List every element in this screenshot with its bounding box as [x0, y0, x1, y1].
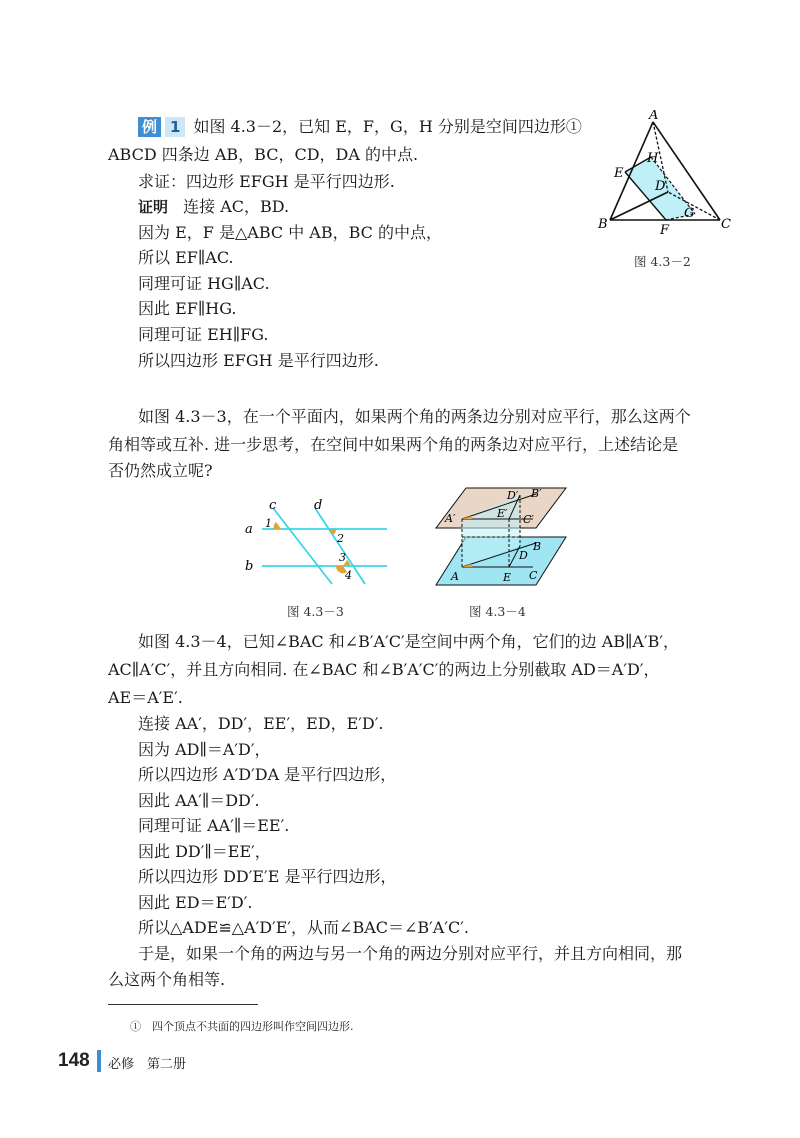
- label-b-prime: B′: [531, 487, 542, 500]
- step-line: 所以四边形 DD′E′E 是平行四边形，: [138, 867, 397, 886]
- step-line: 因此 ED＝E′D′.: [138, 893, 253, 912]
- angle-1-mark: [274, 522, 281, 529]
- conclusion-line: 于是，如果一个角的两边与另一个角的两边分别对应平行，并且方向相同，那: [138, 944, 683, 963]
- step-line: 所以四边形 A′D′DA 是平行四边形，: [138, 765, 397, 784]
- para2-line: AE＝A′E′.: [108, 688, 183, 707]
- label-g: G: [684, 206, 695, 221]
- step-line: 连接 AA′，DD′，EE′，ED，E′D′.: [138, 714, 384, 733]
- label-e-prime: E′: [497, 507, 508, 520]
- label-b: B: [533, 540, 542, 553]
- label-c: C: [529, 569, 538, 582]
- example-number: 1: [165, 117, 185, 137]
- caption-fig-4-3-4: 图 4.3－4: [469, 604, 526, 619]
- book-title: 必修 第二册: [108, 1057, 187, 1072]
- figure-4-3-4: [433, 484, 573, 592]
- label-h: H: [647, 151, 659, 166]
- proof-line: 所以四边形 EFGH 是平行四边形.: [138, 351, 379, 370]
- footnote-rule: [108, 1004, 258, 1005]
- step-line: 因此 DD′∥＝EE′，: [138, 842, 271, 861]
- para2-line: AC∥A′C′，并且方向相同. 在∠BAC 和∠B′A′C′的两边上分别截取 AD＝A′D′，: [108, 660, 660, 679]
- conclusion-line: 么这两个角相等.: [108, 970, 226, 989]
- label-d: D: [519, 549, 528, 562]
- proof-line: 因为 E，F 是△ABC 中 AB，BC 的中点，: [138, 223, 442, 242]
- label-f: F: [660, 223, 670, 238]
- label-d: d: [314, 498, 323, 513]
- label-e: E: [503, 571, 512, 584]
- proof-line: 同理可证 EH∥FG.: [138, 325, 269, 344]
- step-line: 所以△ADE≌△A′D′E′，从而∠BAC＝∠B′A′C′.: [138, 918, 469, 937]
- para1-line: 否仍然成立呢?: [108, 461, 213, 480]
- proof-first-line: [138, 196, 289, 218]
- figure-4-3-2: [595, 110, 735, 240]
- step-line: 因此 AA′∥＝DD′.: [138, 791, 260, 810]
- label-a: A: [649, 110, 659, 123]
- para1-line: 角相等或互补. 进一步思考，在空间中如果两个角的两条边对应平行，上述结论是: [108, 435, 679, 454]
- figure-4-3-3: [240, 498, 400, 590]
- example-1-line2: ABCD 四条边 AB，BC，CD，DA 的中点.: [108, 145, 419, 164]
- angle-label-2: 2: [337, 532, 344, 545]
- para1-line: 如图 4.3－3，在一个平面内，如果两个角的两条边分别对应平行，那么这两个: [138, 407, 691, 426]
- caption-fig-4-3-3: 图 4.3－3: [287, 604, 344, 619]
- label-e: E: [614, 166, 624, 181]
- label-c: C: [721, 217, 731, 232]
- proof-label: 证明: [138, 198, 169, 216]
- step-line: 同理可证 AA′∥＝EE′.: [138, 816, 290, 835]
- proof-line: 所以 EF∥AC.: [138, 248, 234, 267]
- page-accent-bar: [97, 1050, 101, 1072]
- label-d: D: [655, 179, 666, 194]
- example-badge: 例: [138, 117, 161, 137]
- proof-line: 因此 EF∥HG.: [138, 299, 237, 318]
- label-a-prime: A′: [445, 512, 456, 525]
- label-c: c: [269, 498, 277, 513]
- step-line: 因为 AD∥＝A′D′，: [138, 740, 271, 759]
- footnote: ① 四个顶点不共面的四边形叫作空间四边形.: [130, 1020, 354, 1033]
- page-number: 148: [58, 1050, 90, 1071]
- para2-line: 如图 4.3－4，已知∠BAC 和∠B′A′C′是空间中两个角，它们的边 AB∥A′B′，: [138, 632, 679, 651]
- angle-label-4: 4: [345, 569, 352, 582]
- angle-label-1: 1: [265, 517, 272, 530]
- proof-line: 同理可证 HG∥AC.: [138, 274, 270, 293]
- example-claim: 求证：四边形 EFGH 是平行四边形.: [138, 172, 395, 191]
- example-1-line1: [138, 116, 582, 138]
- label-b: b: [245, 559, 254, 574]
- angle-label-3: 3: [339, 551, 346, 564]
- label-b: B: [598, 217, 608, 232]
- proof-first-text: 连接 AC，BD.: [183, 197, 290, 216]
- label-d-prime: D′: [507, 489, 519, 502]
- label-a: A: [451, 570, 459, 583]
- label-c-prime: C′: [523, 513, 534, 526]
- label-a: a: [245, 522, 253, 537]
- example-text-1: 如图 4.3－2，已知 E，F，G，H 分别是空间四边形①: [193, 117, 582, 136]
- caption-fig-4-3-2: 图 4.3－2: [634, 254, 691, 269]
